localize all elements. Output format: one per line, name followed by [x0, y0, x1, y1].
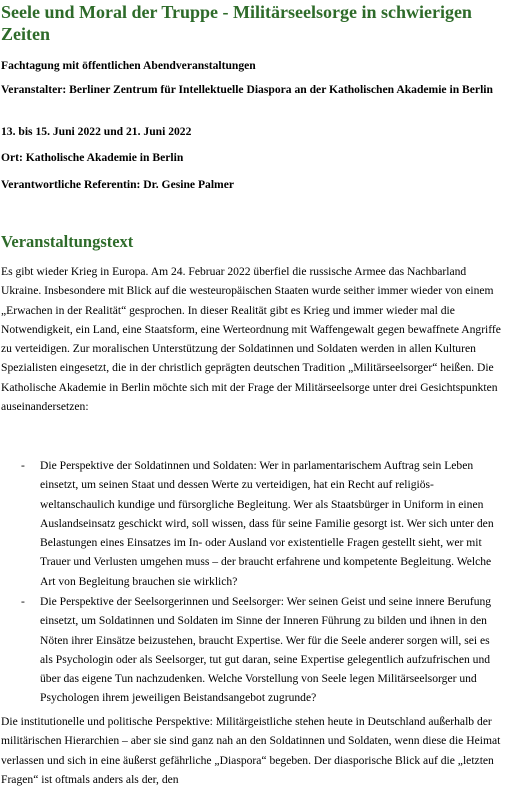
- event-referent: Verantwortliche Referentin: Dr. Gesine Palmer: [1, 178, 234, 191]
- bullet-text: Die Perspektive der Seelsorgerinnen und Seelsorger: Wer seinen Geist und seine innere Berufung einsetzt, um Soldatinnen und Soldaten im Sinne der Inneren Führung zu bilden und ihnen in den Nöten ihrer Einsätze beizustehen, braucht Expertise. Wer für die Seele anderer sorgen will, sei es als Psychologin oder als Seelsorger, tut gut daran, seine Expertise gelegentlich aufzufrischen und über das eigene Tun nachzudenken. Welche Vorstellung von Seele legen Militärseelsorger und Psychologen ihrem jeweiligen Beistandsangebot zugrunde?: [40, 595, 492, 705]
- event-organizer: Veranstalter: Berliner Zentrum für Intellektuelle Diaspora an der Katholischen Akademie in Berlin: [1, 83, 493, 96]
- closing-paragraph: Die institutionelle und politische Perspektive: Militärgeistliche stehen heute in Deutschland außerhalb der militärischen Hierarchien – aber sie sind ganz nah an den Soldatinnen und Soldaten, wenn diese die Heimat verlassen und sich in eine äußerst gefährliche „Diaspora“ begeben. Der diasporische Blick auf die „letzten Fragen“ ist oftmals anders als der, den: [1, 715, 501, 786]
- bullet-marker: -: [21, 595, 25, 608]
- event-location: Ort: Katholische Akademie in Berlin: [1, 151, 184, 164]
- section-heading: Veranstaltungstext: [1, 232, 134, 251]
- event-dates: 13. bis 15. Juni 2022 und 21. Juni 2022: [1, 125, 192, 138]
- page-title: Seele und Moral der Truppe - Militärseelsorge in schwierigen Zeiten: [1, 2, 472, 44]
- bullet-marker: -: [21, 459, 25, 472]
- bullet-text: Die Perspektive der Soldatinnen und Soldaten: Wer in parlamentarischem Auftrag sein Leben einsetzt, um seinen Staat und dessen Werte zu verteidigen, hat ein Recht auf religiös-weltanschaulich kundige und fürsorgliche Begleitung. Wer als Staatsbürger in Uniform in einen Auslandseinsatz geschickt wird, soll wissen, dass für seine Familie gesorgt ist. Wer sich unter den Belastungen eines Einsatzes im In- oder Ausland vor existentielle Fragen gestellt sieht, wer mit Trauer und Verlusten umgehen muss – der braucht erfahrene und kompetente Begleitung. Welche Art von Begleitung brauchen sie wirklich?: [40, 459, 494, 588]
- event-subtitle: Fachtagung mit öffentlichen Abendveranstaltungen: [1, 59, 256, 72]
- intro-paragraph: Es gibt wieder Krieg in Europa. Am 24. Februar 2022 überfiel die russische Armee das Nachbarland Ukraine. Insbesondere mit Blick auf die westeuropäischen Staaten wurde seither immer wieder von einem „Erwachen in der Realität“ gesprochen. In dieser Realität gibt es Krieg und immer wieder mal die Notwendigkeit, ein Land, eine Staatsform, eine Werteordnung mit Waffengewalt gegen bewaffnete Angriffe zu verteidigen. Zur moralischen Unterstützung der Soldatinnen und Soldaten werden in allen Kulturen Spezialisten eingesetzt, die in der christlich geprägten deutschen Tradition „Militärseelsorger“ heißen. Die Katholische Akademie in Berlin möchte sich mit der Frage der Militärseelsorge unter drei Gesichtspunkten auseinandersetzen:: [1, 265, 501, 414]
